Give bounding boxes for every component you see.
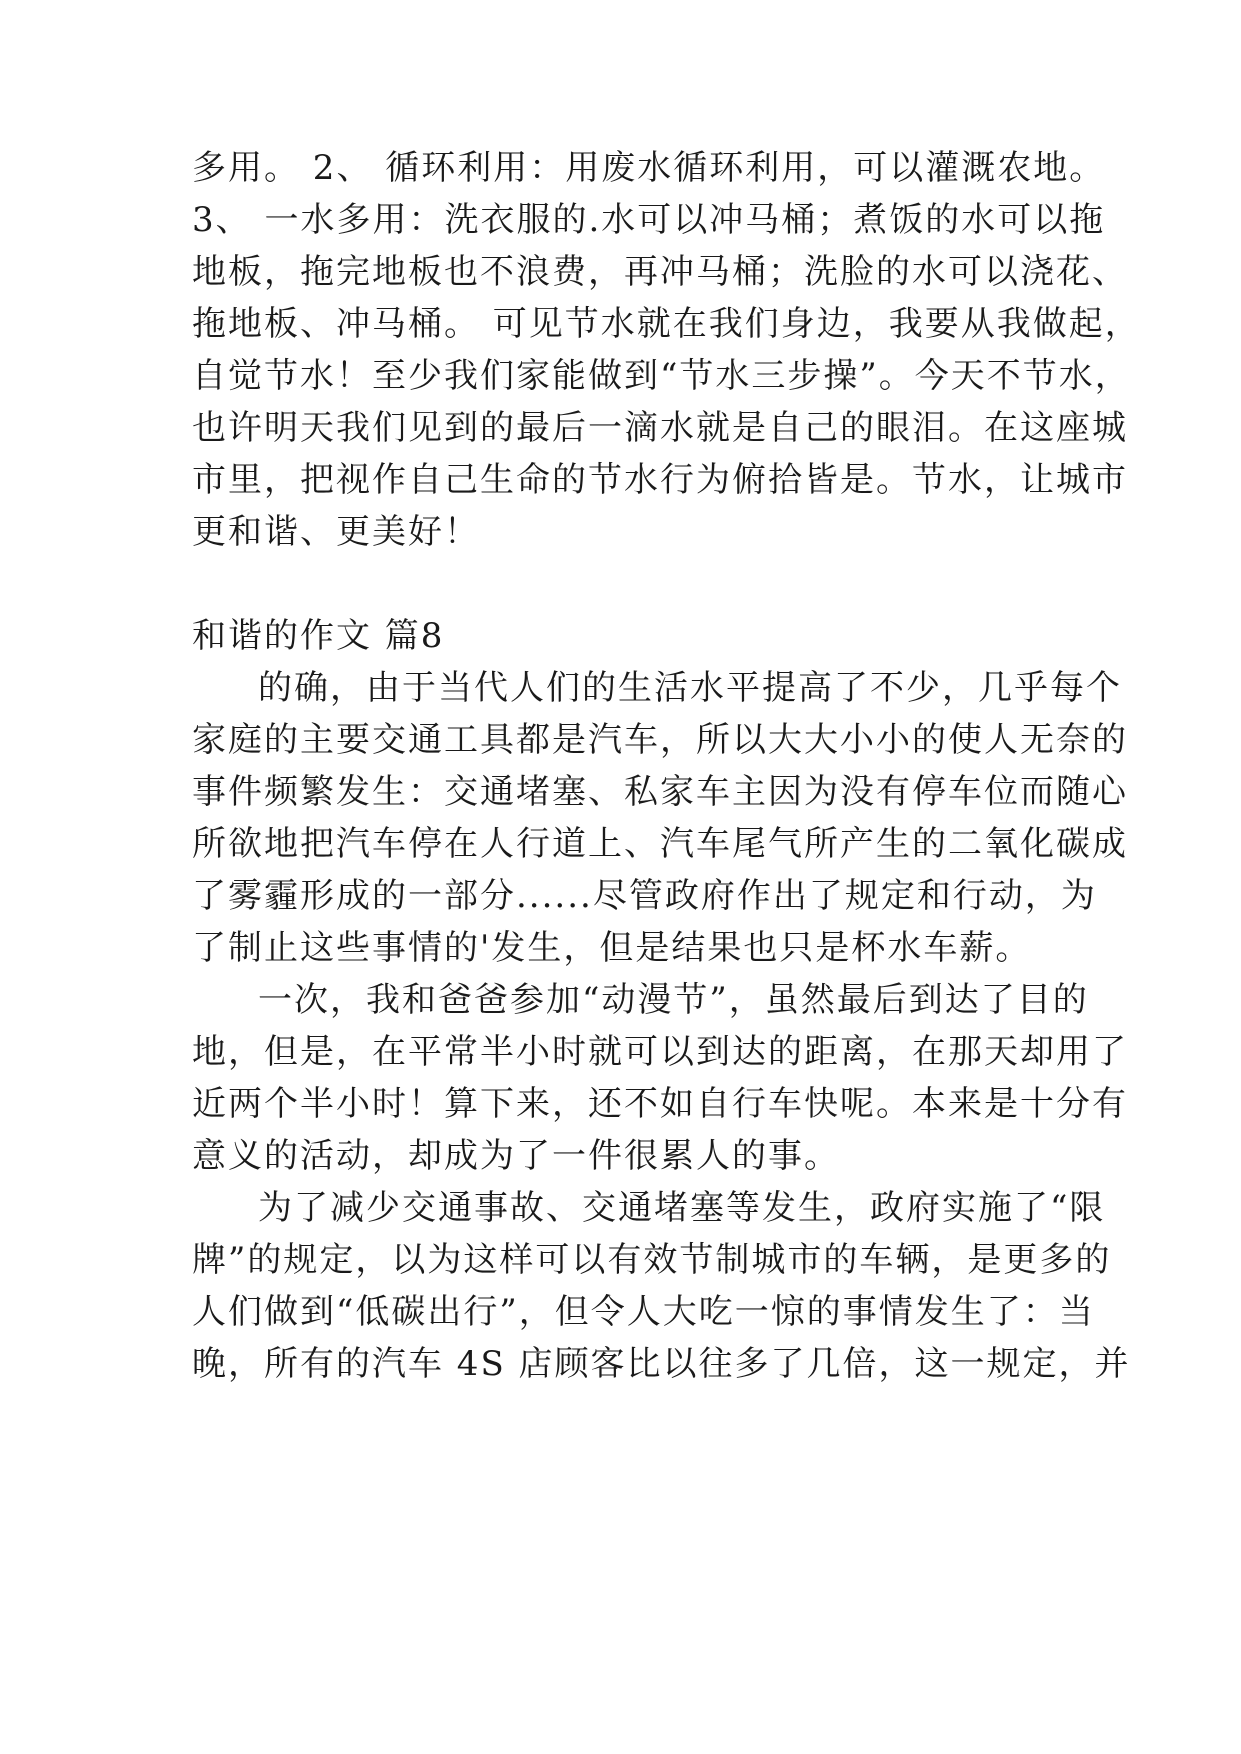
text-line: 拖地板、冲马桶。 可见节水就在我们身边，我要从我做起， <box>192 304 1141 344</box>
text-line: 事件频繁发生：交通堵塞、私家车主因为没有停车位而随心 <box>192 772 1128 812</box>
paragraph-first-line: 的确，由于当代人们的生活水平提高了不少，几乎每个 <box>258 668 1122 708</box>
paragraph-first-line: 为了减少交通事故、交通堵塞等发生，政府实施了“限 <box>258 1188 1106 1228</box>
text-line: 人们做到“低碳出行”，但令人大吃一惊的事情发生了：当 <box>192 1292 1095 1332</box>
text-line: 地板，拖完地板也不浪费，再冲马桶；洗脸的水可以浇花、 <box>192 252 1128 292</box>
text-line: 牌”的规定，以为这样可以有效节制城市的车辆，是更多的 <box>192 1240 1112 1280</box>
text-line: 市里，把视作自己生命的节水行为俯拾皆是。节水，让城市 <box>192 460 1128 500</box>
text-line: 了制止这些事情的'发生，但是结果也只是杯水车薪。 <box>192 928 1032 968</box>
text-line: 家庭的主要交通工具都是汽车，所以大大小小的使人无奈的 <box>192 720 1128 760</box>
text-line: 近两个半小时！算下来，还不如自行车快呢。本来是十分有 <box>192 1084 1128 1124</box>
text-line: 地，但是，在平常半小时就可以到达的距离，在那天却用了 <box>192 1032 1128 1072</box>
paragraph-first-line: 一次，我和爸爸参加“动漫节”，虽然最后到达了目的 <box>258 980 1089 1020</box>
text-line: 更和谐、更美好！ <box>192 512 480 552</box>
text-line: 了雾霾形成的一部分......尽管政府作出了规定和行动，为 <box>192 876 1097 916</box>
text-line: 3、 一水多用：洗衣服的.水可以冲马桶；煮饭的水可以拖 <box>192 200 1106 240</box>
text-line: 晚，所有的汽车 4S 店顾客比以往多了几倍，这一规定，并 <box>192 1344 1131 1384</box>
text-line: 自觉节水！至少我们家能做到“节水三步操”。今天不节水， <box>192 356 1131 396</box>
section-heading: 和谐的作文 篇8 <box>192 616 445 656</box>
text-line: 所欲地把汽车停在人行道上、汽车尾气所产生的二氧化碳成 <box>192 824 1128 864</box>
text-line: 意义的活动，却成为了一件很累人的事。 <box>192 1136 840 1176</box>
text-line: 也许明天我们见到的最后一滴水就是自己的眼泪。在这座城 <box>192 408 1128 448</box>
text-line: 多用。 2、 循环利用：用废水循环利用，可以灌溉农地。 <box>192 148 1106 188</box>
